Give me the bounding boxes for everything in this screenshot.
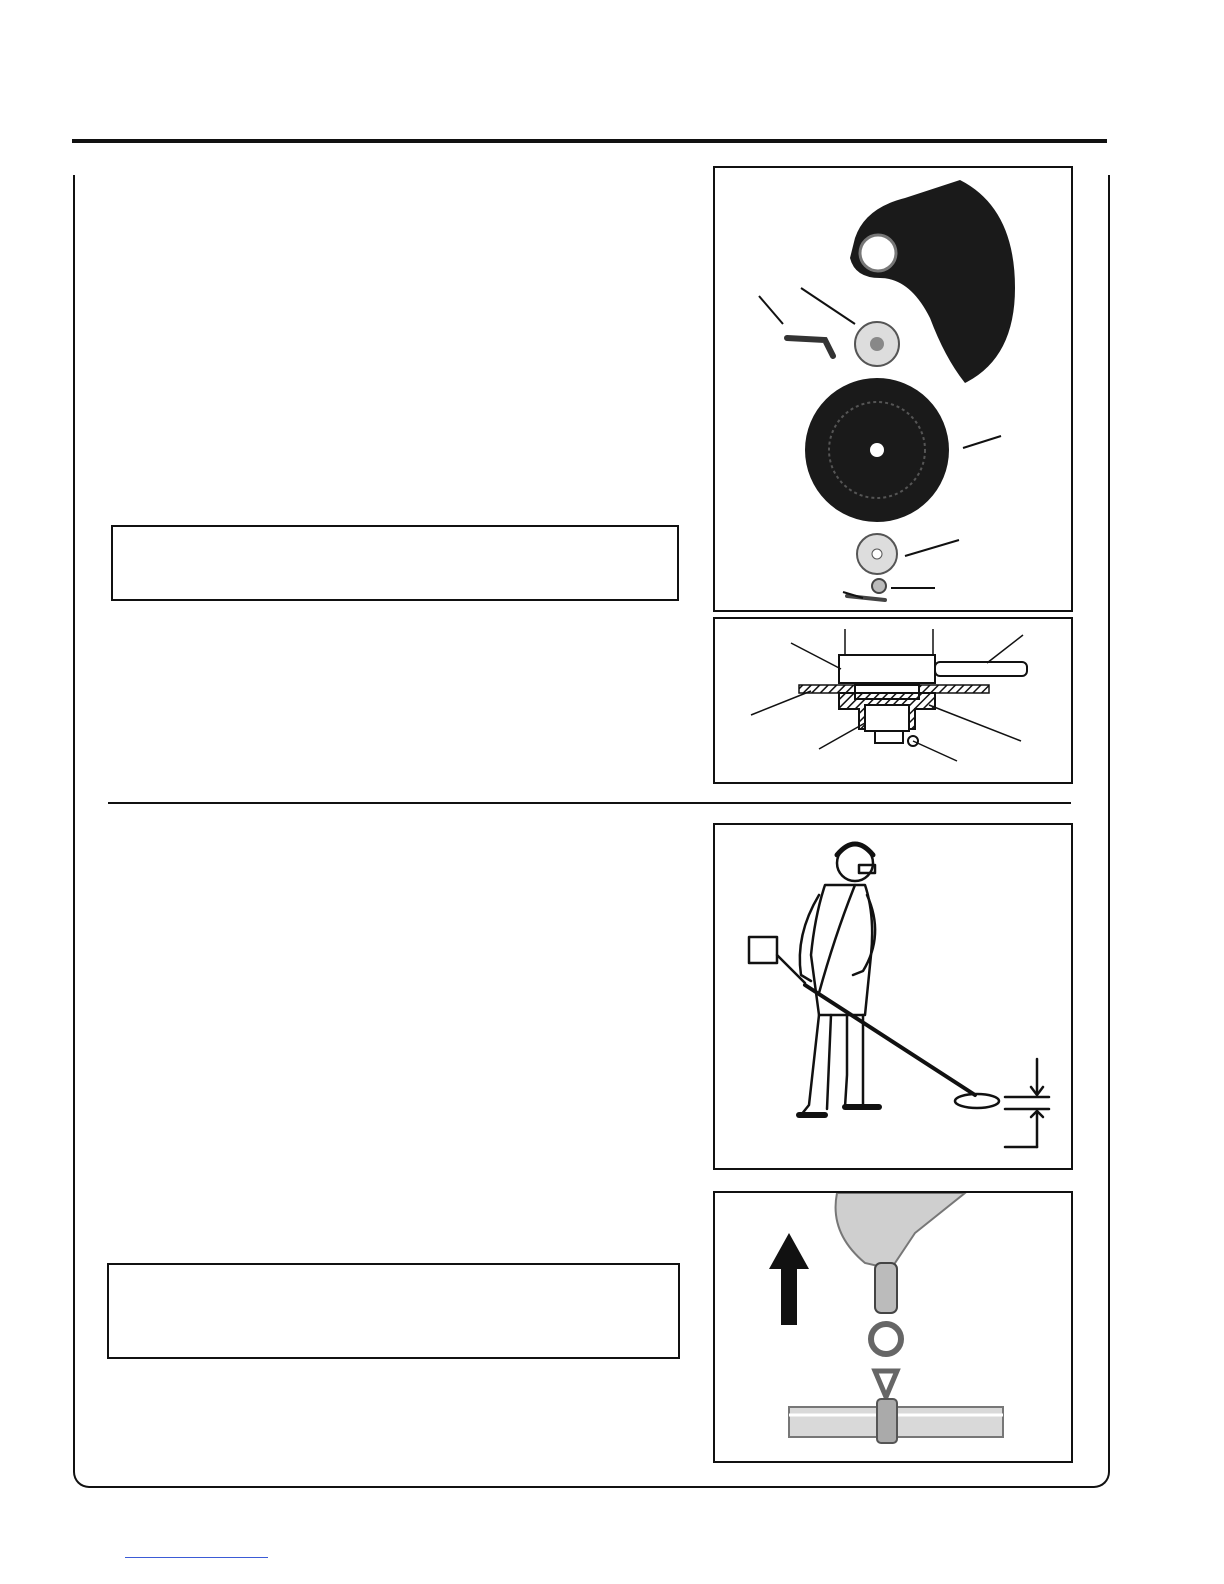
blade-assembly-exploded-illustration [715, 168, 1071, 610]
nut-icon [865, 705, 909, 731]
operator-leg-icon [801, 1015, 819, 1115]
leader-line [905, 540, 959, 556]
hex-wrench-icon [787, 338, 833, 356]
leader-line [987, 635, 1023, 663]
leader-line [801, 288, 855, 324]
leader-line [819, 723, 865, 749]
blade-arbor-hole-icon [870, 443, 884, 457]
figure-blade-cross-section [713, 617, 1073, 784]
blade-nut-icon [872, 579, 886, 593]
leader-line [963, 436, 1001, 448]
cotter-pin-icon [847, 596, 885, 600]
blade-mount-cross-section-diagram [715, 619, 1071, 782]
leader-line [791, 643, 841, 669]
snap-hook-icon [875, 1263, 897, 1313]
operator-with-trimmer-illustration [715, 825, 1071, 1168]
hanger-bracket-icon [877, 1399, 897, 1443]
trimmer-engine-icon [749, 937, 777, 963]
harness-hook-photo [715, 1193, 1071, 1461]
collar-icon [839, 655, 935, 683]
leader-line [751, 691, 811, 715]
hand-icon [836, 1193, 965, 1269]
upper-washer-hub-icon [870, 337, 884, 351]
swivel-ring-icon [871, 1324, 901, 1354]
guard-hole-icon [860, 235, 896, 271]
cutting-head-icon [955, 1094, 999, 1108]
figure-harness-hook [713, 1191, 1073, 1463]
header-rule [72, 139, 1107, 143]
note-box-upper [111, 525, 679, 601]
leader-line [929, 705, 1021, 741]
footer-link[interactable] [125, 1557, 268, 1558]
leader-line [759, 296, 783, 324]
up-arrow-icon [769, 1233, 809, 1325]
leader-line [913, 741, 957, 761]
figure-blade-parts [713, 166, 1073, 612]
section-divider [108, 802, 1071, 804]
figure-operator-stance [713, 823, 1073, 1170]
locking-rod-icon [935, 662, 1027, 676]
note-box-lower [107, 1263, 680, 1359]
